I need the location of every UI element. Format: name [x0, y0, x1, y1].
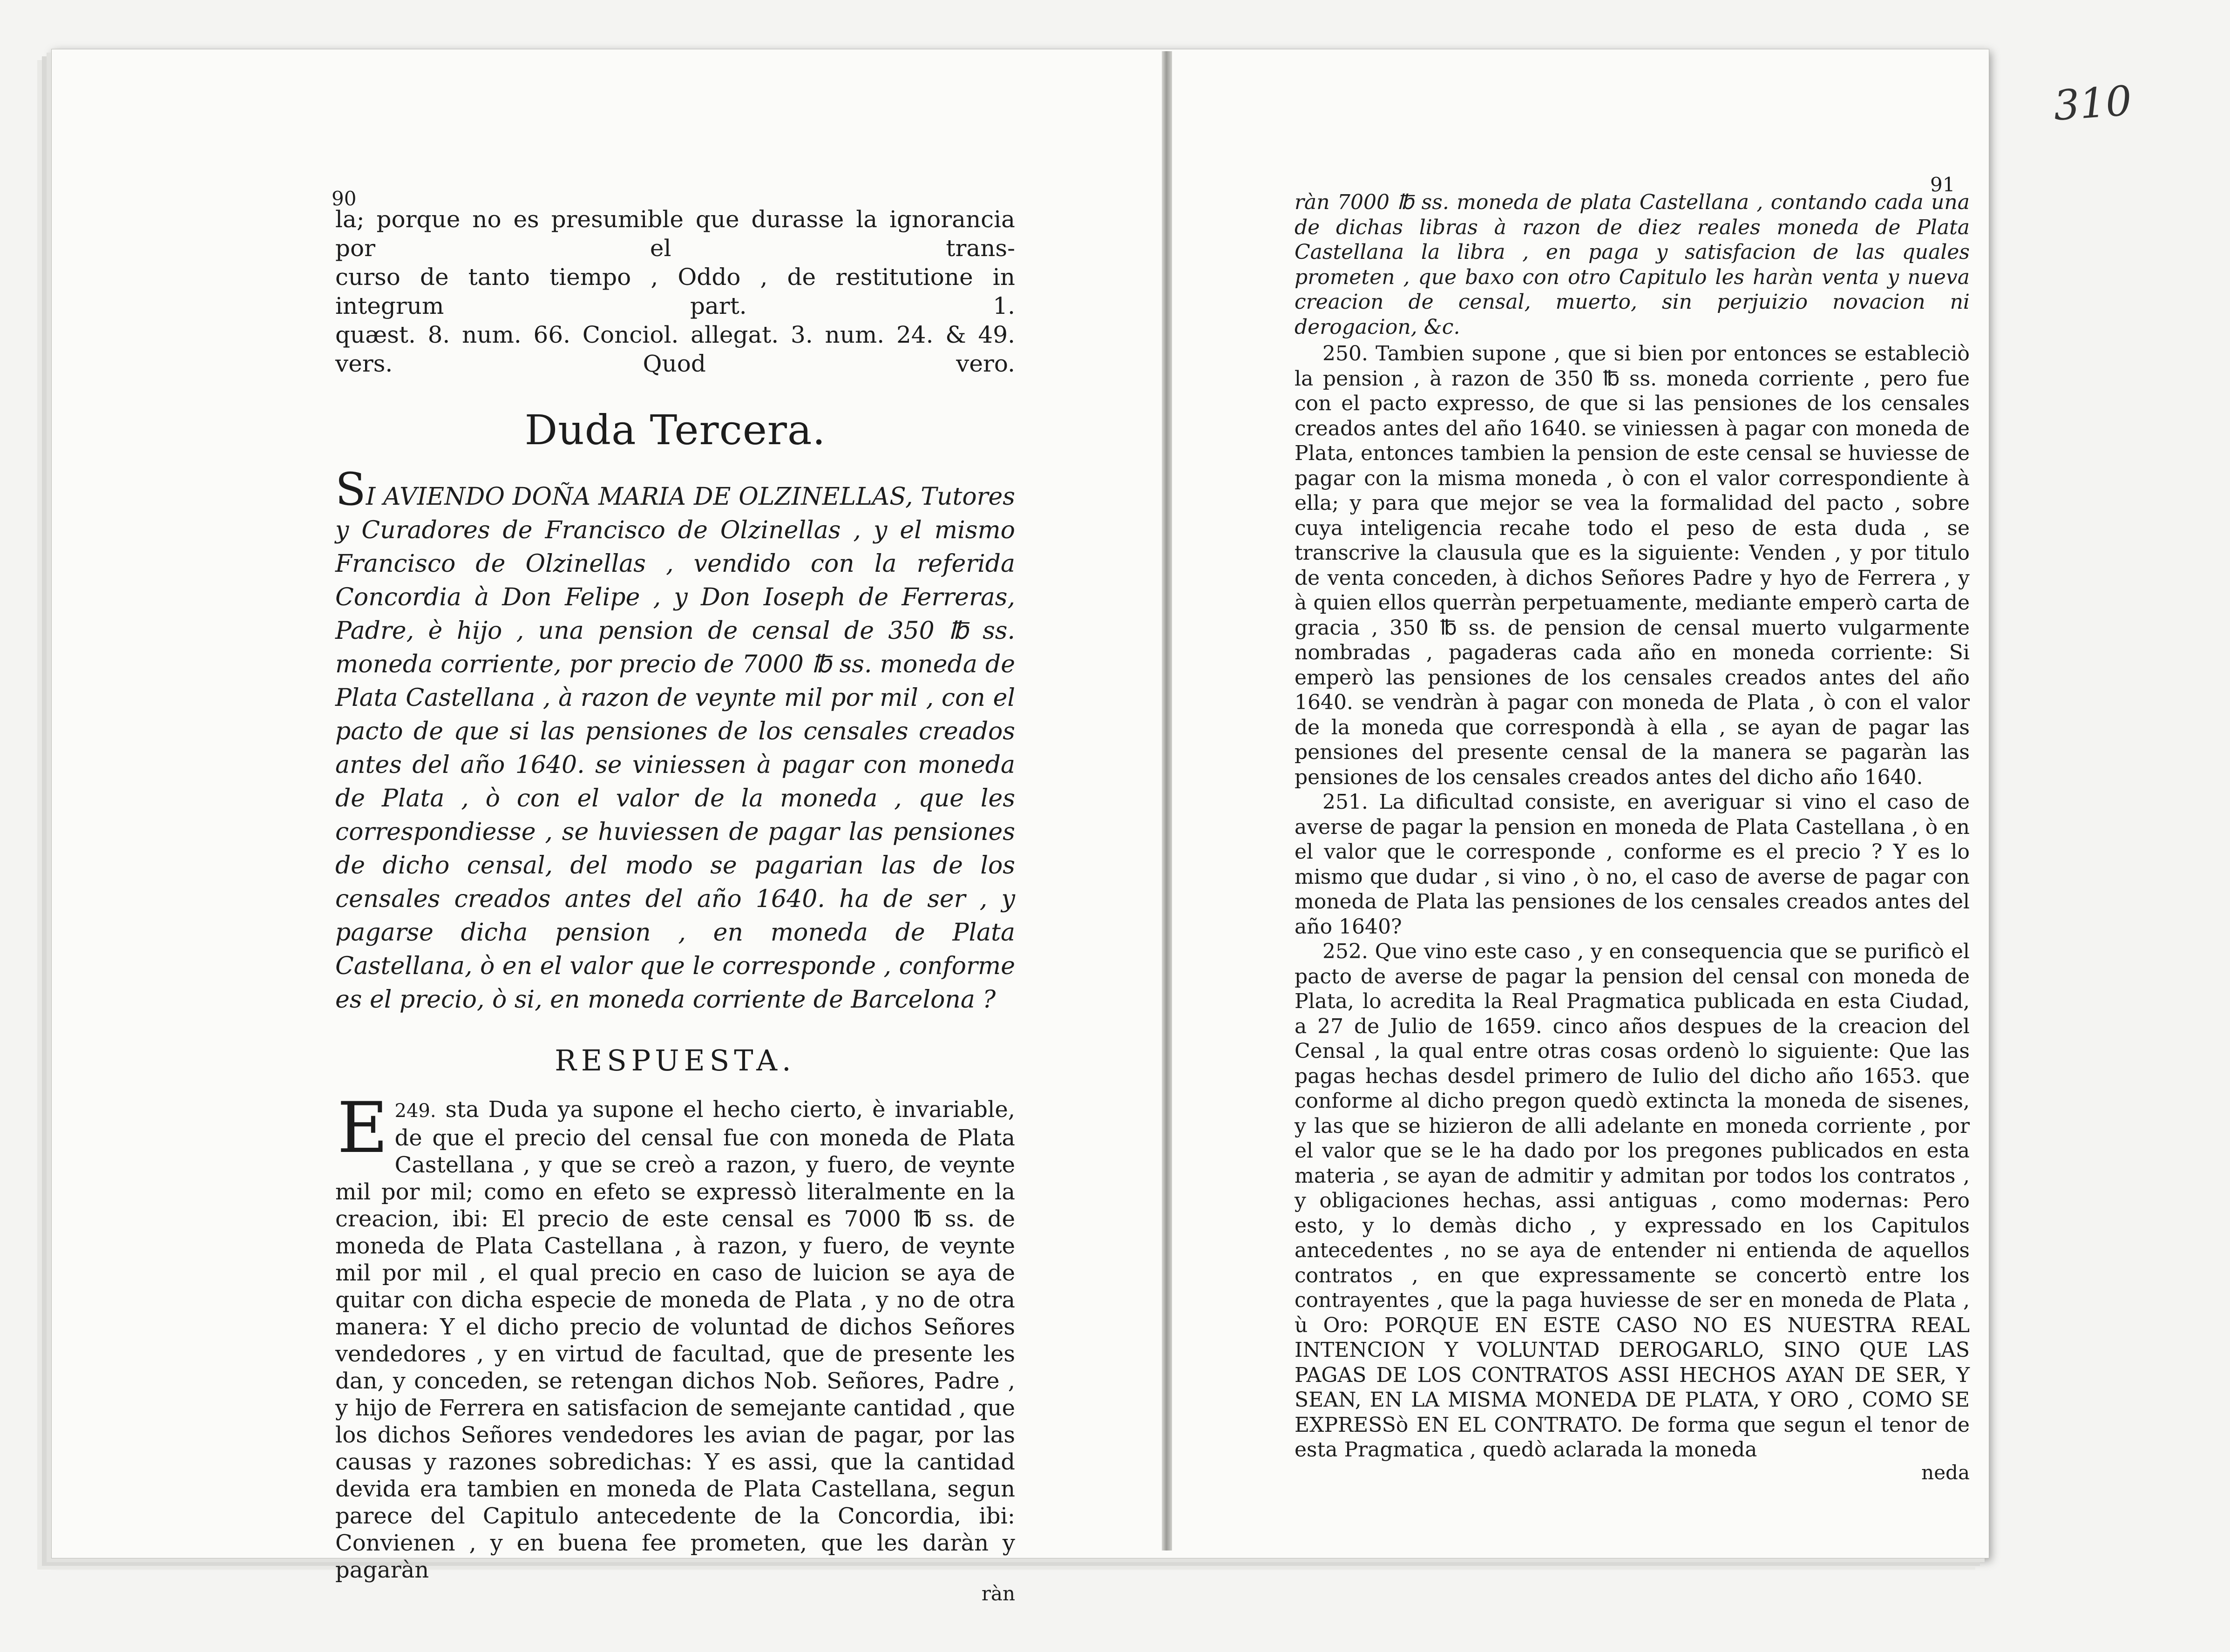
paragraph-250	[1295, 341, 1970, 790]
left-page	[335, 205, 1015, 1604]
book-gutter	[1162, 51, 1172, 1550]
paragraph-number-249: 249.	[394, 1100, 436, 1122]
section-heading: Duda Tercera.	[524, 406, 826, 454]
right-page	[1295, 190, 1970, 1483]
left-catchword: ràn	[981, 1582, 1015, 1605]
respuesta-heading: RESPUESTA.	[555, 1043, 796, 1077]
paragraph-251	[1295, 790, 1970, 939]
question-paragraph	[335, 463, 1015, 1016]
opening-line-3: quæst. 8. num. 66. Conciol. allegat. 3. num. 24. & 49. vers. Quod vero.	[335, 321, 1015, 377]
opening-line-1: la; porque no es presumible que durasse la ignorancia por el trans-	[335, 206, 1015, 262]
answer-dropcap: E	[337, 1088, 388, 1169]
paragraph-252	[1295, 939, 1970, 1462]
answer-text: sta Duda ya supone el hecho cierto, è invariable, de que el precio del censal fue con moneda de Plata Castellana , y que se creò a razon, y fuero, de veynte mil por mil; como en efeto se expressò literalmente en la creacion, ibi: El precio de este censal es 7000 ℔ ss. de moneda de Plata Castellana , à razon, y fuero, de veynte mil por mil , el qual precio en caso de luicion se aya de quitar con dicha especie de moneda de Plata , y no de otra manera: Y el dicho precio de voluntad de dichos Señores vendedores , y en virtud de facultad, que de presente les dan, y conceden, se retengan dichos Nob. Señores, Padre , y hijo de Ferrera en satisfacion de semejante cantidad , que los dichos Señores vendedores les avian de pagar, por las causas y razones sobredichas: Y es assi, que la cantidad devida era tambien en moneda de Plata Castellana, segun parece del Capitulo antecedente de la Concordia, ibi: Convienen , y en buena fee prometen, que les daràn y pagaràn	[335, 1097, 1016, 1583]
paragraph-text: La dificultad consiste, en averiguar si vino el caso de averse de pagar la pension en moneda de Plata Castellana , ò en el valor que le corresponde , conforme es el precio ? Y es lo mismo que dudar , si vino , ò no, el caso de averse de pagar con moneda de Plata las pensiones de los censales creados antes del año 1640?	[1295, 790, 1970, 939]
question-text: I AVIENDO DOÑA MARIA DE OLZINELLAS, Tutores y Curadores de Francisco de Olzinellas , y el mismo Francisco de Olzinellas , vendido con la referida Concordia à Don Felipe , y Don Ioseph de Ferreras, Padre, è hijo , una pension de censal de 350 ℔ ss. moneda corriente, por precio de 7000 ℔ ss. moneda de Plata Castellana , à razon de veynte mil por mil , con el pacto de que si las pensiones de los censales creados antes del año 1640. se viniessen à pagar con moneda de Plata , ò con el valor de la moneda , que les correspondiesse , se huviessen de pagar las pensiones de dicho censal, del modo se pagarian las de los censales creados antes del año 1640. ha de ser , y pagarse dicha pension , en moneda de Plata Castellana, ò en el valor que le corresponde , conforme es el precio, ò si, en moneda corriente de Barcelona ?	[335, 483, 1015, 1014]
paragraph-number: 251.	[1322, 790, 1368, 814]
right-continuation: ràn 7000 ℔ ss. moneda de plata Castellana , contando cada una de dichas libras à razon de diez reales moneda de Plata Castellana la libra , en paga y satisfacion de las quales prometen , que baxo con otro Capitulo les haràn venta y nueva creacion de censal, muerto, sin perjuizio novacion ni derogacion, &c.	[1295, 190, 1970, 339]
answer-paragraph	[335, 1088, 1016, 1584]
question-initial: S	[335, 463, 366, 515]
right-catchword: neda	[1921, 1461, 1970, 1484]
paragraph-number: 252.	[1322, 940, 1368, 963]
paragraph-text: Que vino este caso , y en consequencia que se purificò el pacto de averse de pagar la pension del censal con moneda de Plata, lo acredita la Real Pragmatica publicada en esta Ciudad, a 27 de Julio de 1659. cinco años despues de la creacion del Censal , la qual entre otras cosas ordenò lo siguiente: Que las pagas hechas desdel primero de Iulio del dicho año 1653. que conforme al dicho pregon quedò extincta la moneda de sisenes, y las que se hizieron de alli adelante en moneda corriente , por el valor que se le ha dado por los pregones publicados en esta materia , se ayan de admitir y admitan por todos los contratos , y obligaciones hechas, assi antiguas , como modernas: Pero esto, y lo demàs dicho , y expressado en los Capitulos antecedentes , no se aya de entender ni entienda de aquellos contratos , en que expressamente se concertò entre los contrayentes , que la paga huviesse de ser en moneda de Plata , ù Oro: PORQUE EN ESTE CASO NO ES NUESTRA REAL INTENCION Y VOLUNTAD DEROGARLO, SINO QUE LAS PAGAS DE LOS CONTRATOS ASSI HECHOS AYAN DE SER, Y SEAN, EN LA MISMA MONEDA DE PLATA, Y ORO , COMO SE EXPRESSò EN EL CONTRATO. De forma que segun el tenor de esta Pragmatica , quedò aclarada la moneda	[1295, 940, 1970, 1462]
paragraph-text: Tambien supone , que si bien por entonces se estableciò la pension , à razon de 350 ℔ ss. moneda corriente , pero fue con el pacto expresso, de que si las pensiones de los censales creados antes del año 1640. se viniessen à pagar con moneda de Plata, entonces tambien la pension de este censal se huviesse de pagar con la misma moneda , ò con el valor correspondiente à ella; y para que mejor se vea la formalidad del pacto , sobre cuya inteligencia recahe todo el peso de esta duda , se transcrive la clausula que es la siguiente: Venden , y por titulo de venta conceden, à dichos Señores Padre y hyo de Ferrera , y à quien ellos querràn perpetuamente, mediante emperò carta de gracia , 350 ℔ ss. de pension de censal muerto vulgarmente nombradas , pagaderas cada año en moneda corriente: Si emperò las pensiones de los censales creados antes del año 1640. se vendràn à pagar con moneda de Plata , ò con el valor de la moneda que correspondà à ella , se ayan de pagar las pensiones del presente censal de la manera se pagaràn las pensiones de los censales creados antes del dicho año 1640.	[1295, 342, 1970, 789]
opening-line-2: curso de tanto tiempo , Oddo , de restitutione in integrum part. 1.	[335, 264, 1015, 319]
paragraph-number: 250.	[1322, 342, 1368, 366]
handwritten-folio-number: 310	[2052, 76, 2134, 130]
left-page-number: 90	[332, 187, 357, 210]
right-page-number: 91	[1930, 173, 1955, 196]
